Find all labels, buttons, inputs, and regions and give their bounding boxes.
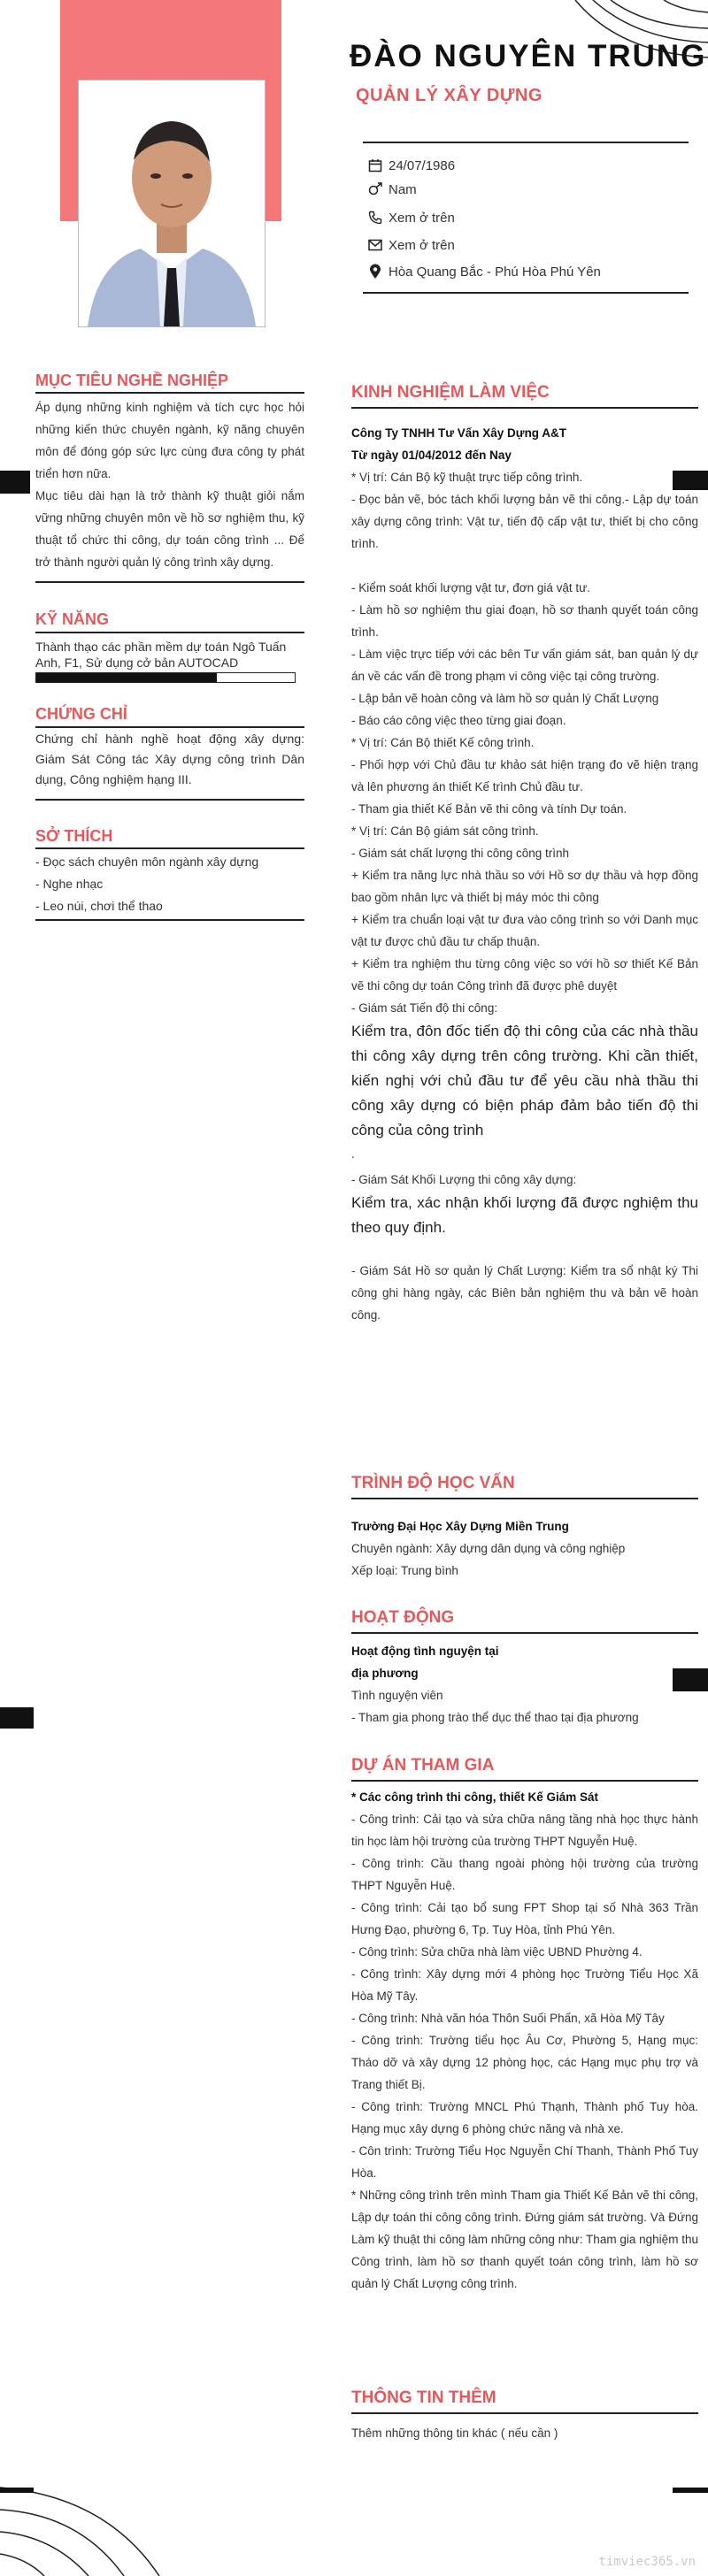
experience-title: KINH NGHIỆM LÀM VIỆC (351, 383, 550, 402)
education-school: Trường Đại Học Xây Dựng Miền Trung (351, 1520, 569, 1533)
experience-line: - Tham gia thiết Kế Bản vẽ thi công và tính Dự toán. (351, 802, 627, 816)
objective-rule (35, 392, 304, 394)
education-title: TRÌNH ĐỘ HỌC VẤN (351, 1474, 515, 1492)
info-gender: Nam (366, 178, 417, 201)
certificates-title: CHỨNG CHỈ (35, 705, 127, 723)
project-line: - Công trình: Cầu thang ngoài phòng hội trường của trường THPT Nguyễn Huệ. (351, 1857, 698, 1892)
experience-rule (351, 407, 698, 409)
project-line: - Công trình: Trường MNCL Phú Thạnh, Thành phố Tuy hòa. Hạng mục xây dựng 6 phòng chức năng và nhà xe. (351, 2100, 698, 2135)
profile-photo (78, 80, 266, 327)
skill-level-bar (35, 672, 296, 683)
activities-body (351, 1640, 698, 1729)
experience-line: - Giám sát Tiến độ thi công: (351, 1001, 498, 1015)
experience-progress-detail: Kiểm tra, đôn đốc tiến độ thi công của các nhà thầu thi công xây dựng trên công trường. Khi cần thiết, kiến nghị với chủ đầu tư để yêu cầu nhà thầu thi công xây dựng có biện pháp đảm bảo tiến độ thi công của công trình (351, 1023, 698, 1138)
project-line: * Những công trình trên mình Tham gia Thiết Kế Bản vẽ thi công, Lập dự toán thi công công trình. Đứng giám sát trường. Và Đứng Làm kỹ thuật thi công làm những công như: Tham gia nghiệm thu Công trình, làm hồ sơ thanh quyết toán công trình, làm hồ sơ quản lý Chất Lượng công trình. (351, 2189, 698, 2290)
experience-line: * Vị trí: Cán Bộ kỹ thuật trực tiếp công trình. (351, 471, 583, 484)
certificates-rule (35, 726, 304, 728)
education-rank: Xếp loại: Trung bình (351, 1564, 458, 1577)
projects-title: DỰ ÁN THAM GIA (351, 1756, 495, 1775)
info-top-rule (363, 142, 689, 143)
activity-desc: - Tham gia phong trào thể dục thể thao tại địa phương (351, 1711, 639, 1724)
activities-rule (351, 1632, 698, 1634)
bottom-left-decoration (0, 2461, 212, 2576)
experience-period: Từ ngày 01/04/2012 đến Nay (351, 448, 512, 462)
experience-line: + Kiểm tra năng lực nhà thầu so với Hồ sơ dự thầu và hợp đồng bao gồm nhân lực và thiết bị máy móc thi công (351, 869, 698, 904)
skill-level-fill (36, 673, 217, 682)
skills-title: KỸ NĂNG (35, 610, 110, 628)
education-major: Chuyên ngành: Xây dựng dân dụng và công nghiệp (351, 1542, 626, 1555)
activities-title: HOẠT ĐỘNG (351, 1608, 455, 1627)
project-line: - Công trình: Xây dựng mới 4 phòng học Trường Tiểu Học Xã Hòa Mỹ Tây. (351, 1967, 698, 2003)
side-mark-left-3 (0, 2488, 34, 2493)
side-mark-right-3 (673, 2488, 708, 2493)
experience-company: Công Ty TNHH Tư Vấn Xây Dựng A&T (351, 426, 567, 440)
more-info-text: Thêm những thông tin khác ( nếu cần ) (351, 2426, 558, 2440)
experience-line: - Giám sát chất lượng thi công công trình (351, 847, 570, 860)
education-body (351, 1515, 698, 1582)
hobby-item: - Đọc sách chuyên môn ngành xây dựng (35, 855, 259, 869)
activity-name-cont: địa phương (351, 1667, 419, 1680)
project-line: - Công trình: Cải tạo và sửa chữa nâng tầng nhà học thực hành tin học làm hội trường của trường THPT Nguyễn Huệ. (351, 1813, 698, 1848)
skill-text: Thành thạo các phần mềm dự toán Ngô Tuấn Anh, F1, Sử dụng cở bản AUTOCAD (35, 640, 287, 670)
watermark: timviec365.vn (598, 2555, 696, 2569)
activity-role: Tình nguyện viên (351, 1689, 443, 1702)
project-line: - Công trình: Sửa chữa nhà làm việc UBND Phường 4. (351, 1945, 643, 1959)
candidate-name: ĐÀO NGUYÊN TRUNG (350, 39, 707, 73)
experience-dot: . (351, 1147, 355, 1161)
side-mark-left-1 (0, 471, 30, 494)
experience-line: - Làm hồ sơ nghiệm thu giai đoạn, hồ sơ thanh quyết toán công trình. (351, 603, 698, 639)
experience-line: + Kiểm tra nghiệm thu từng công việc so với hồ sơ thiết Kế Bản vẽ thi công dự toán Công trình đã được phê duyệt (351, 957, 698, 993)
side-mark-left-2 (0, 1707, 34, 1729)
info-email: Xem ở trên (366, 234, 455, 257)
project-line: - Công trình: Cải tạo bổ sung FPT Shop tại số Nhà 363 Trần Hưng Đạo, phường 6, Tp. Tuy Hòa, tỉnh Phú Yên. (351, 1901, 698, 1936)
project-line: - Công trình: Nhà văn hóa Thôn Suối Phấn, xã Hòa Mỹ Tây (351, 2012, 665, 2025)
hobby-item: - Nghe nhạc (35, 877, 104, 891)
projects-heading: * Các công trình thi công, thiết Kế Giám Sát (351, 1790, 599, 1804)
info-bottom-rule (363, 292, 689, 294)
objective-title: MỤC TIÊU NGHỀ NGHIỆP (35, 372, 229, 389)
experience-line: - Lập bản vẽ hoàn công và làm hồ sơ quản lý Chất Lượng (351, 692, 659, 705)
calendar-icon (366, 158, 385, 172)
hobby-item: - Leo núi, chơi thể thao (35, 899, 163, 913)
hobbies-title: SỞ THÍCH (35, 827, 113, 845)
projects-rule (351, 1780, 698, 1782)
project-line: - Côn trình: Trường Tiểu Học Nguyễn Chí Thanh, Thành Phố Tuy Hòa. (351, 2144, 698, 2180)
experience-line: - Đọc bản vẽ, bóc tách khối lượng bản vẽ thi công.- Lập dự toán xây dựng công trình: Vật tư, tiến độ cấp vật tư, thiết bị cho công trình. (351, 493, 698, 550)
hobbies-rule (35, 847, 304, 849)
skill-item (35, 639, 304, 683)
info-phone: Xem ở trên (366, 206, 455, 229)
experience-volume-label: - Giám Sát Khối Lượng thi công xây dựng: (351, 1173, 577, 1186)
experience-line: - Kiểm soát khối lượng vật tư, đơn giá vật tư. (351, 581, 590, 594)
project-line: - Công trình: Trường tiểu học Âu Cơ, Phường 5, Hạng mục: Tháo dỡ và xây dựng 12 phòng học, các Hạng mục phụ trợ và Trang thiết Bị. (351, 2034, 698, 2091)
experience-line (351, 555, 698, 577)
phone-icon (366, 211, 385, 225)
certificates-text: Chứng chỉ hành nghề hoạt động xây dựng: Giám Sát Công tác Xây dựng công trình Dân dụng, Công nghiệm hạng III. (35, 732, 304, 786)
more-info-title: THÔNG TIN THÊM (351, 2388, 496, 2407)
education-rule (351, 1498, 698, 1499)
candidate-role: QUẢN LÝ XÂY DỰNG (356, 86, 543, 105)
experience-line: * Vị trí: Cán Bộ thiết Kế công trình. (351, 736, 535, 749)
hobbies-bottom-rule (35, 919, 304, 921)
more-info-rule (351, 2412, 698, 2414)
email-icon (366, 239, 385, 251)
info-address: Hòa Quang Bắc - Phú Hòa Phú Yên (366, 260, 601, 283)
info-birthdate: 24/07/1986 (366, 154, 455, 177)
experience-line: * Vị trí: Cán Bộ giám sát công trình. (351, 824, 539, 838)
location-icon (366, 264, 385, 280)
objective-bottom-rule (35, 581, 304, 583)
objective-text: Áp dụng những kinh nghiệm và tích cực học hỏi những kiến thức chuyên ngành, kỹ năng chuyên môn để đóng góp sức lực cùng đưa công ty phát triển hơn nữa. Mục tiêu dài hạn là trở thành kỹ thuật giỏi nắm vững những chuyên môn về hồ sơ nghiệm thu, kỹ thuật tổ chức thi công, dự toán công trình ... Để trở thành người quản lý công trình xây dựng. (35, 401, 304, 569)
experience-line: - Làm việc trực tiếp với các bên Tư vấn giám sát, ban quản lý dự án về các vấn đề trong phạm vi công việc tại công trường. (351, 648, 698, 683)
experience-line: - Phối hợp với Chủ đầu tư khảo sát hiện trạng đo vẽ hiện trạng và lên phương án thiết Kế trình Chủ đầu tư. (351, 758, 698, 794)
experience-line: - Báo cáo công việc theo từng giai đoạn. (351, 714, 566, 727)
gender-icon (366, 182, 385, 196)
experience-body (351, 422, 698, 1326)
hobbies-list (35, 851, 304, 917)
activity-name: Hoạt động tình nguyện tại (351, 1644, 499, 1658)
skills-rule (35, 632, 304, 633)
certificates-bottom-rule (35, 799, 304, 801)
experience-line: + Kiểm tra chuẩn loại vật tư đưa vào công trình so với Danh mục vật tư được chủ đầu tư chấp thuận. (351, 913, 698, 948)
experience-quality: - Giám Sát Hồ sơ quản lý Chất Lượng: Kiểm tra sổ nhật ký Thi công ghi hàng ngày, các Biên bản nghiệm thu và bản vẽ hoàn công. (351, 1264, 698, 1322)
experience-volume-detail: Kiểm tra, xác nhận khối lượng đã được nghiệm thu theo quy định. (351, 1194, 698, 1236)
projects-body (351, 1786, 698, 2295)
